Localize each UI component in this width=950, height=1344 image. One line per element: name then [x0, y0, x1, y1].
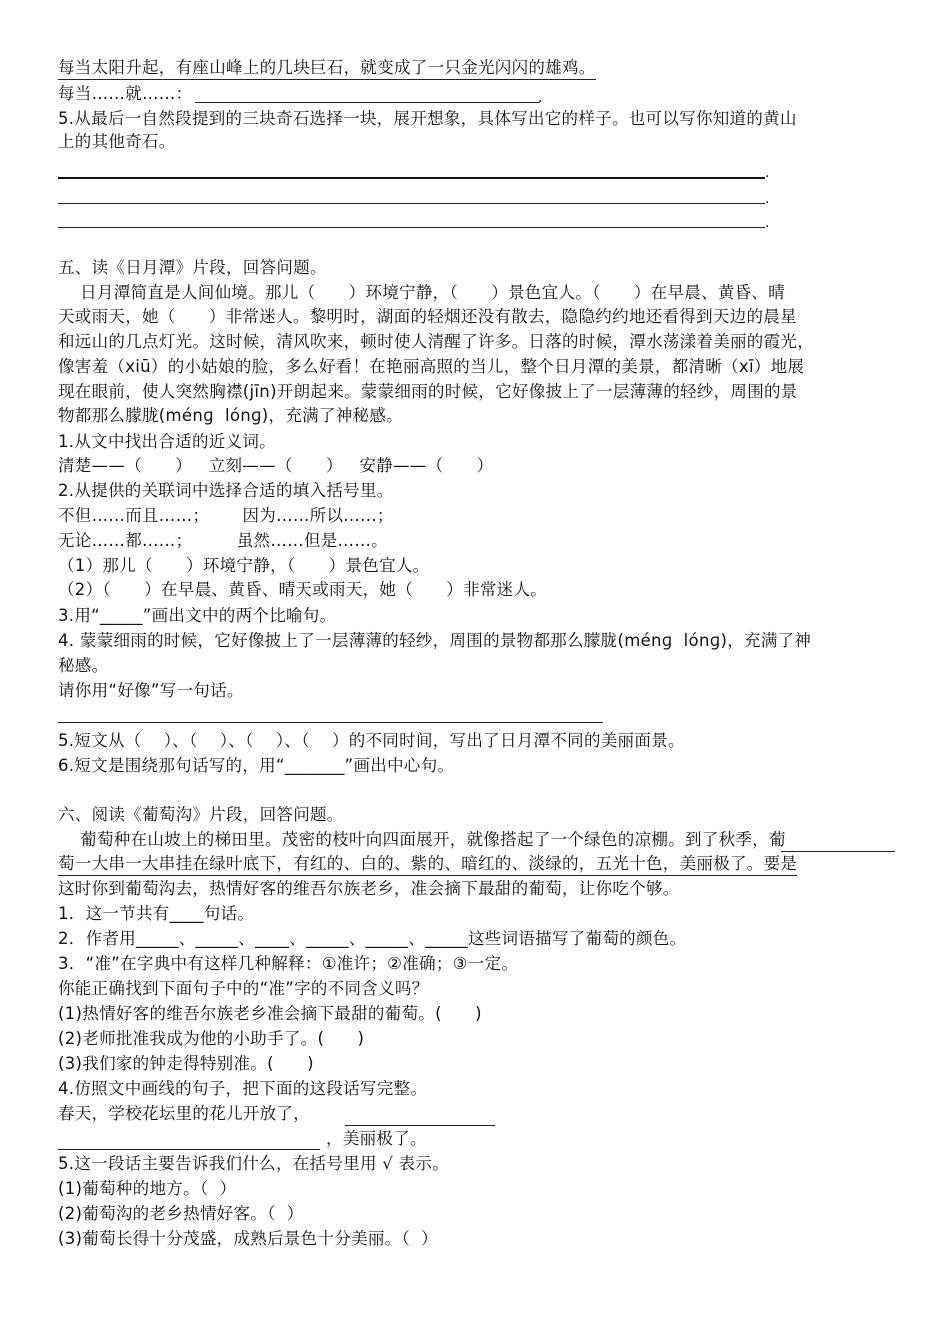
- passage-line: 日月潭简直是人间仙境。那儿（ ）环境宁静，（ ）景色宜人。（ ）在早晨、黄昏、晴: [58, 283, 786, 302]
- writing-blank[interactable]: [345, 1125, 495, 1126]
- line-end-dot: .: [765, 191, 770, 207]
- passage-line: 物都那么朦胧(ménɡ lónɡ)，充满了神秘感。: [58, 406, 403, 425]
- question-4: 4.仿照文中画线的句子，把下面的这段话写完整。: [58, 1079, 428, 1098]
- meaning-item-1[interactable]: (1)热情好客的维吾尔族老乡准会摘下最甜的葡萄。( ): [58, 1004, 482, 1023]
- passage-line: 天或雨天，她（ ）非常迷人。黎明时，湖面的轻烟还没有散去，隐隐约约地还看得到天边的晨星: [58, 307, 797, 326]
- question-4-prompt: 请你用“好像”写一句话。: [58, 681, 244, 700]
- imitation-sentence-end: ，美丽极了。: [326, 1129, 427, 1148]
- passage-line: 这时你到葡萄沟去，热情好客的维吾尔族老乡，准会摘下最甜的葡萄，让你吃个够。: [58, 879, 680, 898]
- writing-line[interactable]: [58, 203, 765, 204]
- question-2[interactable]: 2．作者用_____、_____、____、_____、_____、_____这些词语描写了葡萄的颜色。: [58, 929, 687, 948]
- writing-line[interactable]: [58, 722, 603, 723]
- answer-blank[interactable]: [195, 102, 540, 103]
- choice-3[interactable]: (3)葡萄长得十分茂盛，成熟后景色十分美丽。（ ）: [58, 1229, 438, 1248]
- line-end-dot: .: [765, 215, 770, 231]
- writing-line[interactable]: [58, 227, 765, 228]
- passage-line: 像害羞（xiū）的小姑娘的脸，多么好看！在艳丽高照的当儿，整个日月潭的美景，都清晰（xī）地展: [58, 357, 805, 376]
- passage-line: 和远山的几点灯光。这时候，清风吹来，顿时使人清醒了许多。日落的时候，潭水荡漾着美丽的霞光，: [58, 332, 814, 351]
- underlined-sentence: 每当太阳升起，有座山峰上的几块巨石，就变成了一只金光闪闪的雄鸡。: [58, 57, 596, 80]
- question-3-prompt: 你能正确找到下面句子中的“准”字的不同含义吗？: [58, 979, 429, 998]
- conjunction-options: 不但……而且……； 因为……所以……；: [58, 506, 394, 525]
- synonym-blanks[interactable]: 清楚——（ ） 立刻——（ ） 安静——（ ）: [58, 456, 494, 475]
- question-5[interactable]: 5.短文从（ ）、（ ）、（ ）、（ ）的不同时间，写出了日月潭不同的美丽面景。: [58, 731, 685, 750]
- meaning-item-2[interactable]: (2)老师批准我成为他的小助手了。( ): [58, 1029, 365, 1048]
- question-4-cont: 秘感。: [58, 656, 109, 675]
- question-5: 5.这一段话主要告诉我们什么，在括号里用 √ 表示。: [58, 1154, 450, 1173]
- fill-sentence-2[interactable]: （2）（ ）在早晨、黄昏、晴天或雨天，她（ ）非常迷人。: [58, 580, 548, 599]
- question-3: 3．“准”在字典中有这样几种解释：①准许；②准确；③一定。: [58, 954, 519, 973]
- choice-2[interactable]: (2)葡萄沟的老乡热情好客。（ ）: [58, 1204, 304, 1223]
- question-2: 2.从提供的关联词中选择合适的填入括号里。: [58, 481, 394, 500]
- period-mark: .: [538, 90, 543, 106]
- section-5-heading: 五、读《日月潭》片段，回答问题。: [58, 258, 327, 277]
- passage-underline: [781, 851, 895, 852]
- line-end-dot: .: [765, 165, 770, 181]
- conjunction-options: 无论……都……； 虽然……但是……。: [58, 531, 388, 550]
- question-1: 1.从文中找出合适的近义词。: [58, 432, 276, 451]
- section-6-heading: 六、阅读《葡萄沟》片段，回答问题。: [58, 805, 344, 824]
- choice-1[interactable]: (1)葡萄种的地方。（ ）: [58, 1179, 237, 1198]
- question-3: 3.用“_____”画出文中的两个比喻句。: [58, 606, 337, 625]
- fill-sentence-1[interactable]: （1）那儿（ ）环境宁静，（ ）景色宜人。: [58, 556, 430, 575]
- question-5-text-cont: 上的其他奇石。: [58, 132, 176, 151]
- pattern-label: 每当……就……：: [58, 84, 193, 103]
- passage-line: 葡萄种在山坡上的梯田里。茂密的枝叶向四面展开，就像搭起了一个绿色的凉棚。到了秋季，葡: [58, 830, 786, 849]
- passage-line-underlined: 萄一大串一大串挂在绿叶底下，有红的、白的、紫的、暗红的、淡绿的，五光十色，美丽极了。要是: [58, 853, 797, 876]
- question-6: 6.短文是围绕那句话写的，用“_______”画出中心句。: [58, 756, 455, 775]
- passage-line: 现在眼前，使人突然胸襟(jīn)开朗起来。蒙蒙细雨的时候，它好像披上了一层薄薄的轻纱，周围的景: [58, 382, 798, 401]
- question-5-text: 5.从最后一自然段提到的三块奇石选择一块，展开想象，具体写出它的样子。也可以写你知道的黄山: [58, 109, 797, 128]
- meaning-item-3[interactable]: (3)我们家的钟走得特别准。( ): [58, 1054, 314, 1073]
- writing-line[interactable]: [58, 177, 765, 179]
- question-4: 4. 蒙蒙细雨的时候，它好像披上了一层薄薄的轻纱，周围的景物都那么朦胧(ménɡ lónɡ)，充满了神: [58, 631, 812, 650]
- imitation-sentence-start: 春天，学校花坛里的花儿开放了，: [58, 1104, 310, 1123]
- question-1[interactable]: 1．这一节共有____句话。: [58, 904, 255, 923]
- writing-blank[interactable]: [58, 1149, 320, 1150]
